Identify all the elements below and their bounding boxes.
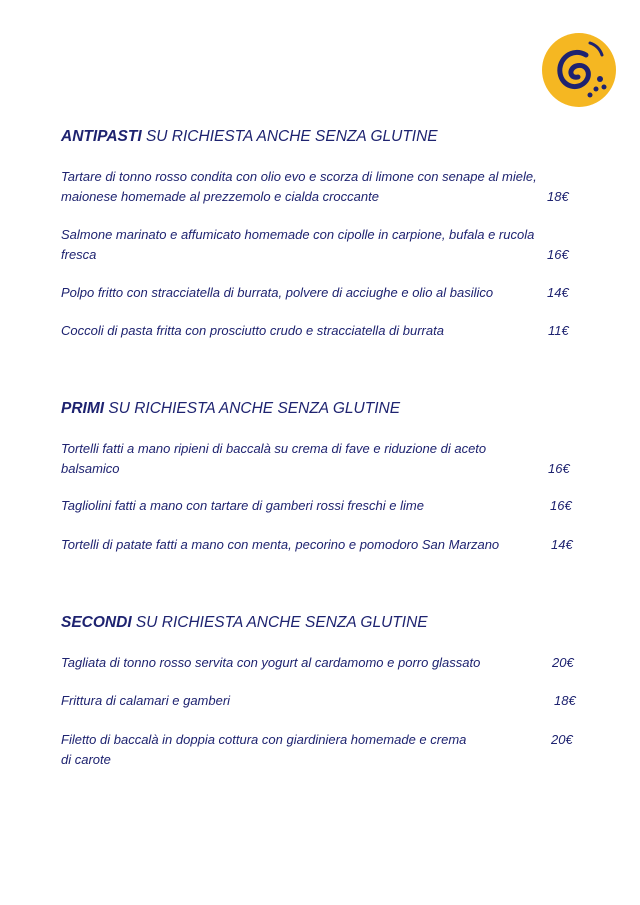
menu-item [61, 225, 581, 264]
menu-item-description: Frittura di calamari e gamberi [61, 693, 231, 708]
menu-item-price: 14€ [547, 285, 569, 300]
menu-item-description: Tagliata di tonno rosso servita con yogurt al cardamomo e porro glassato [61, 655, 481, 670]
menu-item [61, 653, 581, 673]
menu-item-description: Tortelli fatti a mano ripieni di baccalà su crema di fave e riduzione di aceto balsamico [61, 441, 487, 476]
section-title: PRIMI SU RICHIESTA ANCHE SENZA GLUTINE [61, 400, 401, 417]
menu-item-description: Coccoli di pasta fritta con prosciutto crudo e stracciatella di burrata [61, 323, 444, 338]
menu-item-description: Tartare di tonno rosso condita con olio evo e scorza di limone con senape al miele, maionese homemade al prezzemolo e cialda croccante [61, 169, 537, 204]
section-title: ANTIPASTI SU RICHIESTA ANCHE SENZA GLUTINE [61, 128, 438, 145]
menu-item-price: 20€ [552, 655, 574, 670]
menu-item-price: 18€ [547, 188, 569, 204]
menu-item-price: 16€ [550, 498, 572, 513]
menu-item [61, 321, 581, 341]
menu-item-description: Salmone marinato e affumicato homemade con cipolle in carpione, bufala e rucola fresca [61, 227, 535, 262]
menu-item-price: 16€ [547, 246, 569, 262]
menu-item [61, 439, 581, 478]
menu-item-description: Filetto di baccalà in doppia cottura con giardiniera homemade e crema di carote [61, 732, 467, 767]
section-secondi [61, 613, 581, 767]
menu-item [61, 730, 581, 769]
menu-item [61, 535, 581, 555]
swirl-logo-icon [542, 33, 616, 107]
menu-item-price: 16€ [548, 460, 570, 476]
menu-item [61, 496, 581, 516]
menu-item-description: Tortelli di patate fatti a mano con menta, pecorino e pomodoro San Marzano [61, 537, 500, 552]
menu-item [61, 283, 581, 303]
menu-item-price: 14€ [551, 537, 573, 552]
menu-item-price: 18€ [554, 693, 576, 708]
section-title: SECONDI SU RICHIESTA ANCHE SENZA GLUTINE [61, 614, 428, 631]
menu-item [61, 691, 581, 711]
menu-item-description: Tagliolini fatti a mano con tartare di gamberi rossi freschi e lime [61, 498, 424, 513]
section-antipasti [61, 127, 581, 338]
menu-item-price: 20€ [551, 732, 573, 747]
menu-item [61, 167, 581, 206]
menu-item-price: 11€ [548, 323, 569, 338]
section-primi [61, 399, 581, 552]
menu-item-description: Polpo fritto con stracciatella di burrata, polvere di acciughe e olio al basilico [61, 285, 494, 300]
